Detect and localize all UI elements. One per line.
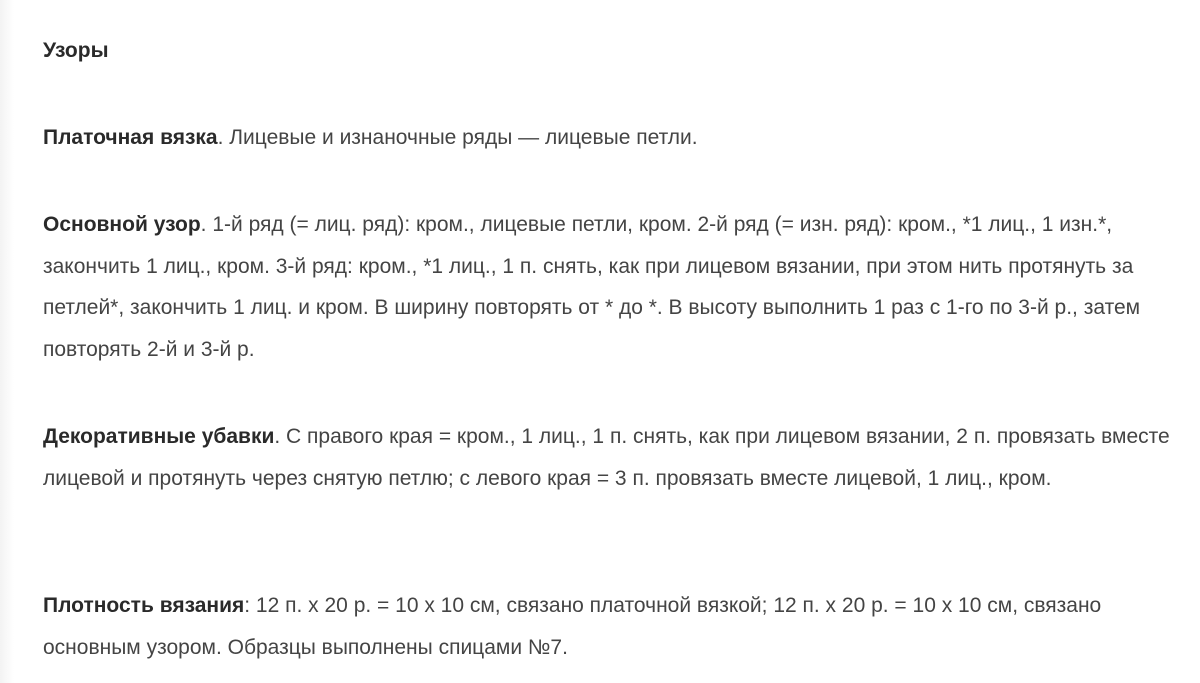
term-garter-stitch: Платочная вязка xyxy=(43,126,218,149)
paragraph-main-pattern xyxy=(43,204,1198,370)
text-decorative-decreases: . С правого края = кром., 1 лиц., 1 п. снять, как при лицевом вязании, 2 п. провязать вместе лицевой и протянуть через снятую петлю; с левого края = 3 п. провязать вместе лицевой, 1 лиц., кром. xyxy=(43,425,1170,490)
text-garter-stitch: . Лицевые и изнаночные ряды — лицевые петли. xyxy=(217,126,698,149)
term-decorative-decreases: Декоративные убавки xyxy=(43,425,275,448)
term-main-pattern: Основной узор xyxy=(43,213,201,236)
text-gauge: : 12 п. х 20 р. = 10 х 10 см, связано платочной вязкой; 12 п. х 20 р. = 10 х 10 см, связано основным узором. Образцы выполнены спицами №7. xyxy=(43,594,1102,659)
term-gauge: Плотность вязания xyxy=(43,594,245,617)
paragraph-garter-stitch xyxy=(43,117,1198,159)
text-main-pattern: . 1-й ряд (= лиц. ряд): кром., лицевые петли, кром. 2-й ряд (= изн. ряд): кром., *1 лиц., 1 изн.*, закончить 1 лиц., кром. 3-й ряд: кром., *1 лиц., 1 п. снять, как при лицевом вязании, при этом нить протянуть за петлей*, закончить 1 лиц. и кром. В ширину повторять от * до *. В высоту выполнить 1 раз с 1-го по 3-й р., затем повторять 2-й и 3-й р. xyxy=(43,213,1141,361)
page-left-shadow xyxy=(0,0,14,683)
section-heading: Узоры xyxy=(43,39,109,62)
paragraph-decorative-decreases xyxy=(43,416,1198,499)
paragraph-gauge xyxy=(43,585,1198,668)
